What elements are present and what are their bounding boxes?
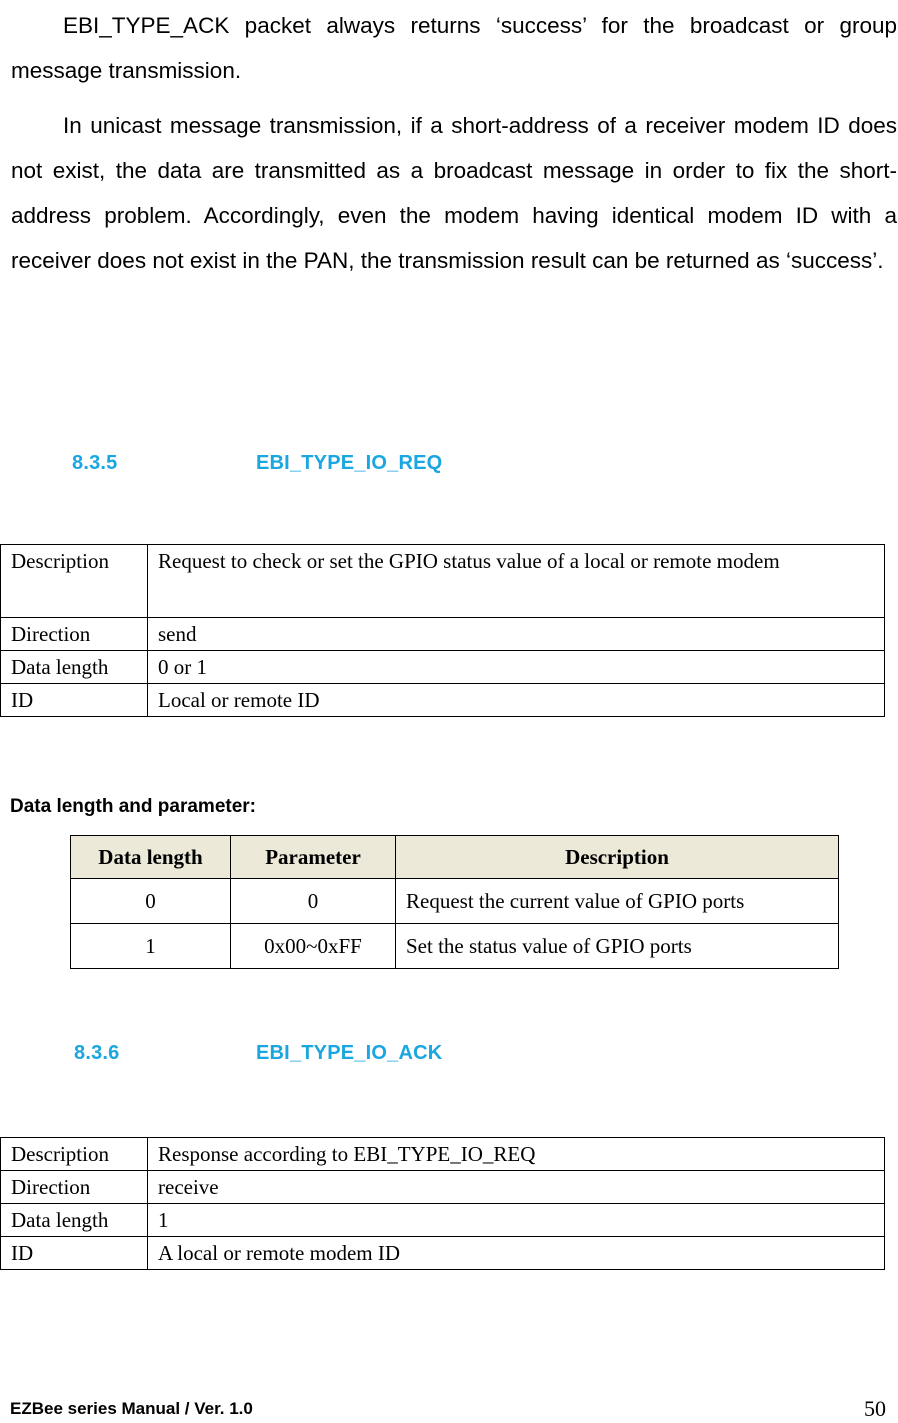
info-key: Data length	[1, 651, 148, 684]
info-key: Description	[1, 1138, 148, 1171]
paragraph-broadcast-ack	[11, 3, 897, 93]
footer-divider	[0, 1394, 898, 1395]
table-row	[1, 1171, 885, 1204]
info-key: Direction	[1, 618, 148, 651]
table-cell: Set the status value of GPIO ports	[396, 924, 839, 969]
table-row	[71, 924, 839, 969]
paragraph-text: EBI_TYPE_ACK packet always returns ‘success’ for the broadcast or group message transmission.	[11, 13, 897, 83]
param-table	[70, 835, 839, 969]
column-header: Data length	[71, 836, 231, 879]
info-key: Data length	[1, 1204, 148, 1237]
page-number: 50	[864, 1396, 886, 1421]
param-heading: Data length and parameter:	[10, 796, 256, 817]
column-header: Parameter	[231, 836, 396, 879]
io-req-info-table	[0, 544, 885, 717]
info-value: A local or remote modem ID	[148, 1237, 885, 1270]
table-row	[71, 879, 839, 924]
info-value: send	[148, 618, 885, 651]
info-value: receive	[148, 1171, 885, 1204]
paragraph-unicast	[11, 103, 897, 283]
info-key: ID	[1, 1237, 148, 1270]
column-header: Description	[396, 836, 839, 879]
info-value: Local or remote ID	[148, 684, 885, 717]
info-value: Response according to EBI_TYPE_IO_REQ	[148, 1138, 885, 1171]
footer-manual-title: EZBee series Manual / Ver. 1.0	[10, 1399, 253, 1418]
info-key: Direction	[1, 1171, 148, 1204]
table-header-row	[71, 836, 839, 879]
info-value: Request to check or set the GPIO status value of a local or remote modem	[148, 545, 885, 618]
table-cell: Request the current value of GPIO ports	[396, 879, 839, 924]
section-number-836: 8.3.6	[74, 1042, 120, 1064]
table-cell: 0	[71, 879, 231, 924]
table-cell: 1	[71, 924, 231, 969]
info-key: Description	[1, 545, 148, 618]
paragraph-text: In unicast message transmission, if a short-address of a receiver modem ID does not exist, the data are transmitted as a broadcast message in order to fix the short-address problem. Accordingly, even the modem having identical modem ID with a receiver does not exist in the PAN, the transmission result can be returned as ‘success’.	[11, 113, 897, 273]
section-title-io-ack: EBI_TYPE_IO_ACK	[256, 1042, 443, 1064]
table-row	[1, 684, 885, 717]
table-row	[1, 1138, 885, 1171]
table-cell: 0	[231, 879, 396, 924]
table-cell: 0x00~0xFF	[231, 924, 396, 969]
info-value: 1	[148, 1204, 885, 1237]
table-row	[1, 1204, 885, 1237]
info-value: 0 or 1	[148, 651, 885, 684]
section-title-io-req: EBI_TYPE_IO_REQ	[256, 452, 443, 474]
info-key: ID	[1, 684, 148, 717]
table-row	[1, 1237, 885, 1270]
table-row	[1, 545, 885, 618]
io-ack-info-table	[0, 1137, 885, 1270]
table-row	[1, 651, 885, 684]
table-row	[1, 618, 885, 651]
section-number-835: 8.3.5	[72, 452, 118, 474]
